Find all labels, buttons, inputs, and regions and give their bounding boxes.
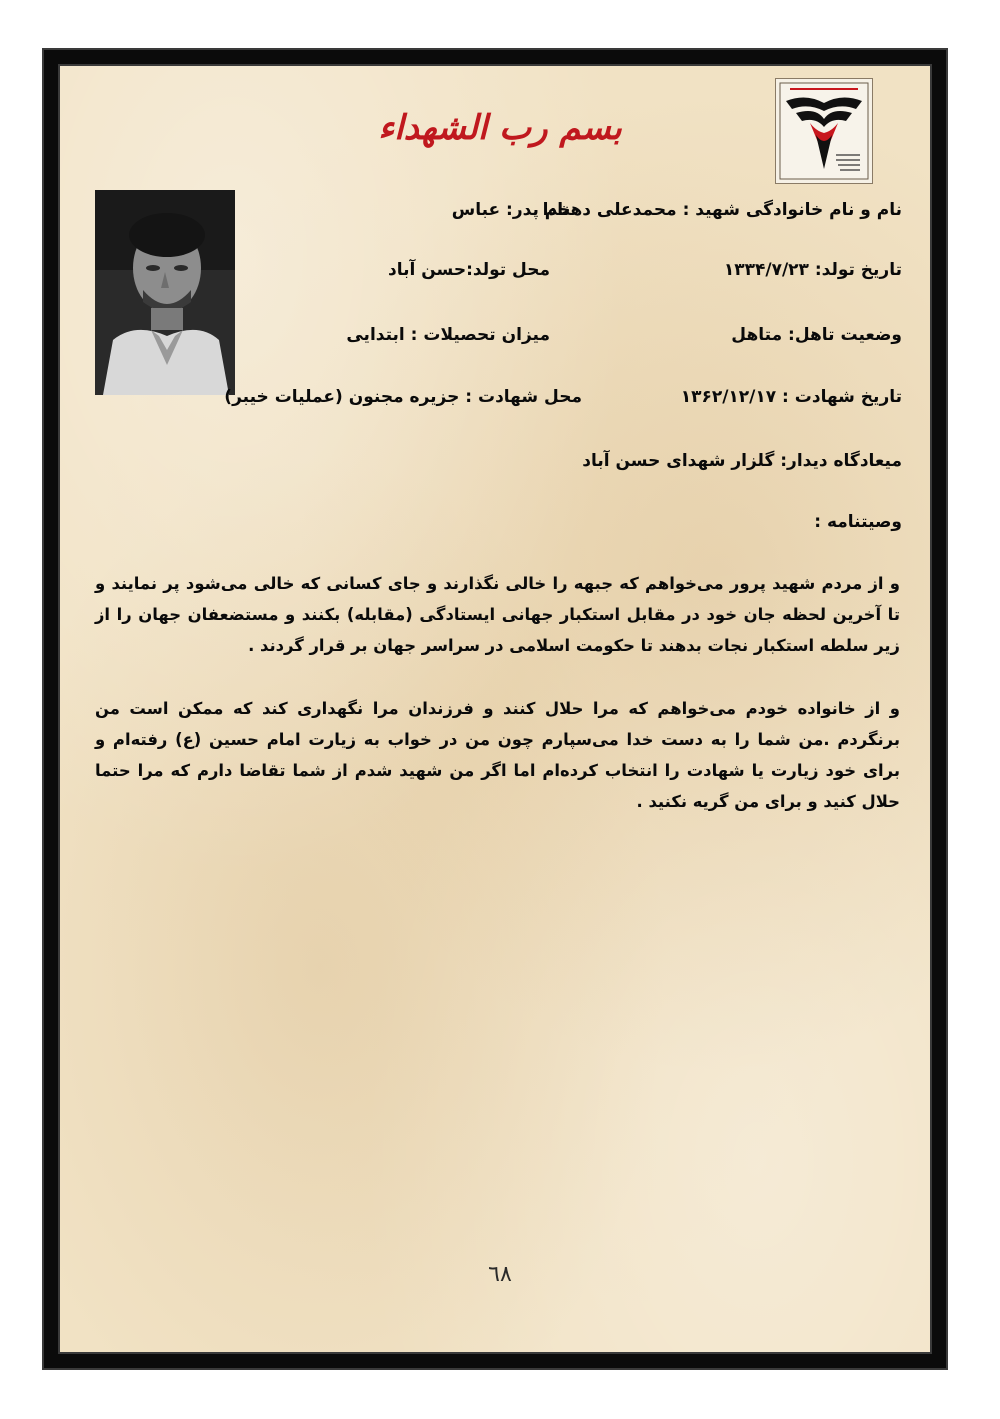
page-title: بسم رب الشهداء (378, 108, 622, 148)
page-number: ٦٨ (488, 1262, 512, 1287)
education-level: میزان تحصیلات : ابتدایی (346, 325, 550, 345)
martyr-name: نام و نام خانوادگی شهید : محمدعلی دهخدا (542, 200, 902, 220)
meeting-place: میعادگاه دیدار: گلزار شهدای حسن آباد (582, 451, 902, 471)
will-paragraph-2: و از خانواده خودم می‌خواهم که مرا حلال کنند و فرزندان مرا نگهداری کند که ممکن است من برنگردم .من شما را به دست خدا می‌سپارم چون من در خواب به زیارت امام حسین (ع) رفته‌ام و برای خود زیارت یا شهادت را انتخاب کرده‌ام اما اگر من شهید شدم از شما تقاضا دارم که مرا حتما حلال کنید و برای من گریه نکنید . (95, 699, 900, 811)
will-heading: وصیتنامه : (814, 512, 902, 532)
foundation-logo-icon (776, 79, 872, 183)
birth-date: تاریخ تولد: ۱۳۳۴/۷/۲۳ (723, 260, 902, 280)
martyr-portrait (95, 190, 235, 395)
birth-place: محل تولد:حسن آباد (388, 260, 550, 280)
portrait-image (95, 190, 235, 395)
will-paragraph-1: و از مردم شهید پرور می‌خواهم که جبهه را خالی نگذارند و جای کسانی که خالی می‌شود پر نمایند و تا آخرین لحظه جان خود در مقابل استکبار جهانی ایستادگی (مقابله) بکنند و مستضعفان جهان را از زیر سلطه استکبار نجات بدهند تا حکومت اسلامی در سراسر جهان بر قرار گردند . (95, 574, 900, 655)
marital-status: وضعیت تاهل: متاهل (731, 325, 902, 345)
father-name: نام پدر: عباس (451, 200, 570, 220)
martyrdom-place: محل شهادت : جزیره مجنون (عملیات خیبر) (224, 387, 582, 407)
martyrdom-date: تاریخ شهادت : ۱۳۶۲/۱۲/۱۷ (680, 387, 902, 407)
foundation-logo (775, 78, 873, 184)
